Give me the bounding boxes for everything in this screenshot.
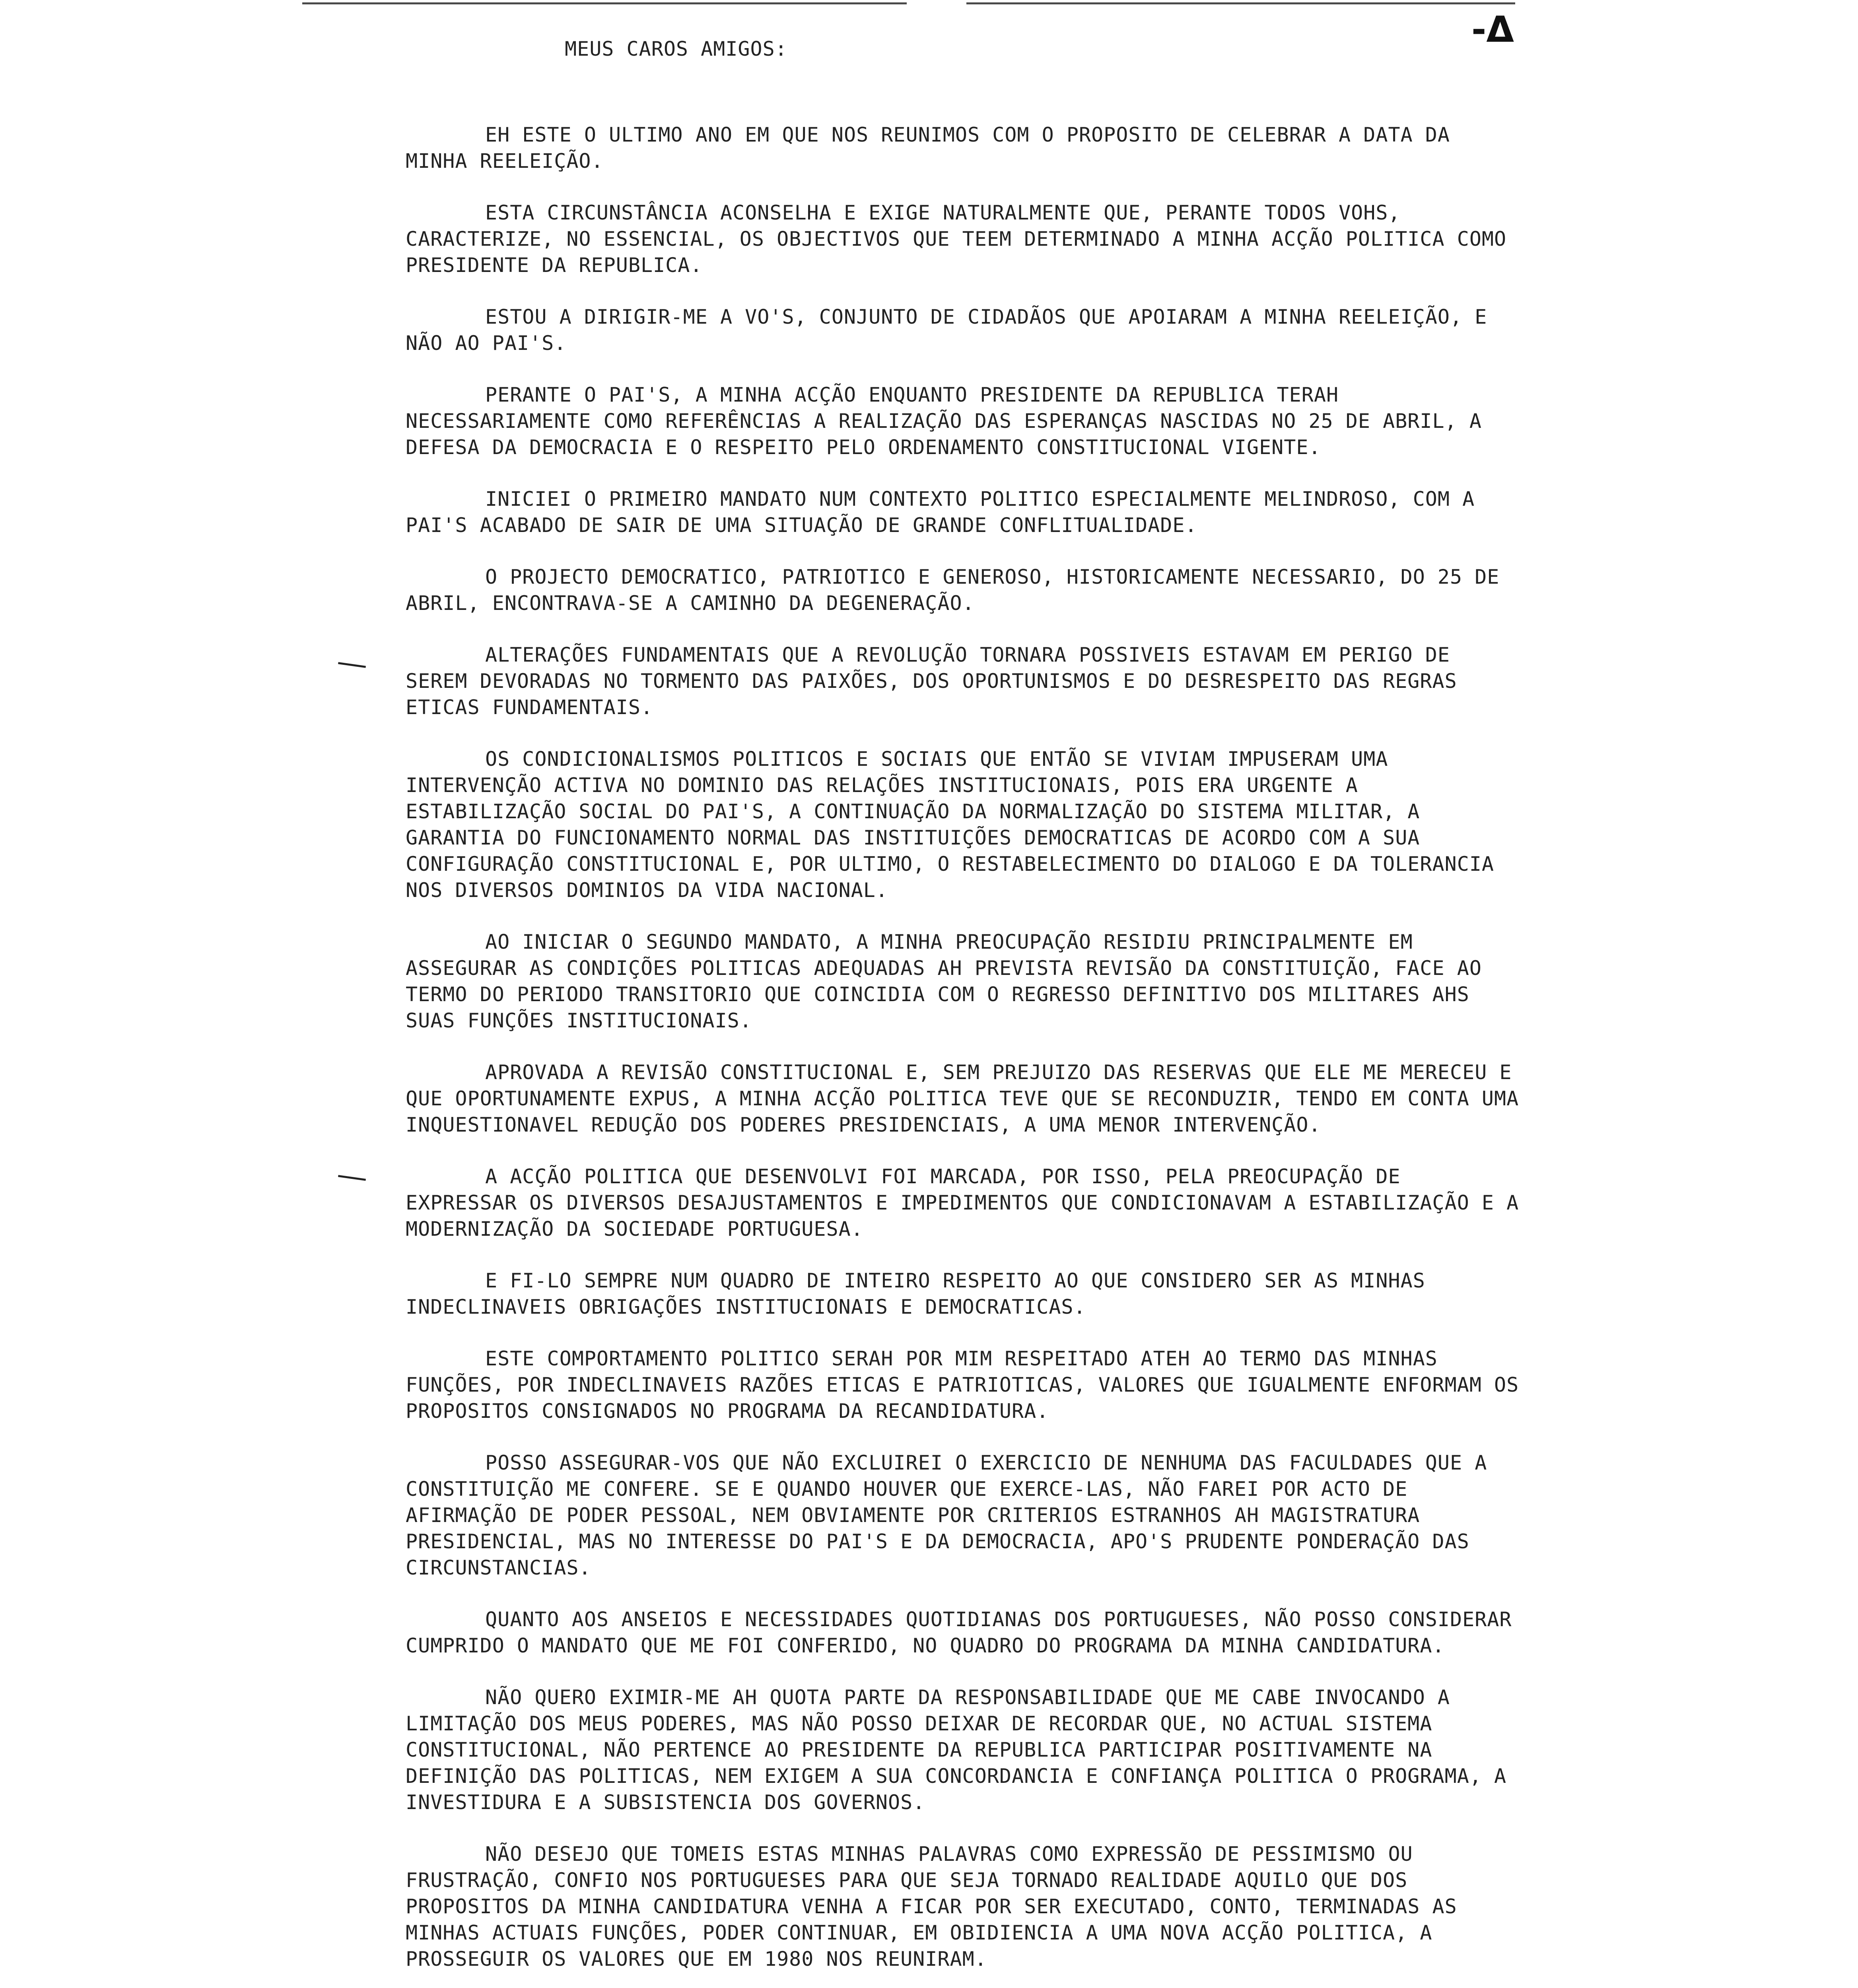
paragraph: EH ESTE O ULTIMO ANO EM QUE NOS REUNIMOS COM O PROPOSITO DE CELEBRAR A DATA DA MINHA REELEIÇÃO.	[406, 123, 1463, 173]
paragraph: PERANTE O PAI'S, A MINHA ACÇÃO ENQUANTO PRESIDENTE DA REPUBLICA TERAH NECESSARIAMENTE COMO REFERÊNCIAS A REALIZAÇÃO DAS ESPERANÇAS NASCIDAS NO 25 DE ABRIL, A DEFESA DA DEMOCRACIA E O RESPEITO PELO ORDENAMENTO CONSTITUCIONAL VIGENTE.	[406, 383, 1495, 459]
paragraph: ALTERAÇÕES FUNDAMENTAIS QUE A REVOLUÇÃO TORNARA POSSIVEIS ESTAVAM EM PERIGO DE SEREM DEVORADAS NO TORMENTO DAS PAIXÕES, DOS OPORTUNISMOS E DO DESRESPEITO DAS REGRAS ETICAS FUNDAMENTAIS.	[406, 643, 1469, 719]
paragraph: ESTA CIRCUNSTÂNCIA ACONSELHA E EXIGE NATURALMENTE QUE, PERANTE TODOS VOHS, CARACTERIZE, NO ESSENCIAL, OS OBJECTIVOS QUE TEEM DETERMINADO A MINHA ACÇÃO POLITICA COMO PRESIDENTE DA REPUBLICA.	[406, 201, 1519, 277]
paragraph: AO INICIAR O SEGUNDO MANDATO, A MINHA PREOCUPAÇÃO RESIDIU PRINCIPALMENTE EM ASSEGURAR AS CONDIÇÕES POLITICAS ADEQUADAS AH PREVISTA REVISÃO DA CONSTITUIÇÃO, FACE AO TERMO DO PERIODO TRANSITORIO QUE COINCIDIA COM O REGRESSO DEFINITIVO DOS MILITARES AHS SUAS FUNÇÕES INSTITUCIONAIS.	[406, 930, 1495, 1032]
top-rule-left	[302, 2, 907, 4]
margin-handwritten-mark	[338, 662, 366, 668]
paragraph: ESTOU A DIRIGIR-ME A VO'S, CONJUNTO DE CIDADÃOS QUE APOIARAM A MINHA REELEIÇÃO, E NÃO AO PAI'S.	[406, 305, 1500, 355]
paragraph: QUANTO AOS ANSEIOS E NECESSIDADES QUOTIDIANAS DOS PORTUGUESES, NÃO POSSO CONSIDERAR CUMPRIDO O MANDATO QUE ME FOI CONFERIDO, NO QUADRO DO PROGRAMA DA MINHA CANDIDATURA.	[406, 1608, 1524, 1657]
letter-body	[406, 36, 1531, 1988]
paragraph: ESTE COMPORTAMENTO POLITICO SERAH POR MIM RESPEITADO ATEH AO TERMO DAS MINHAS FUNÇÕES, POR INDECLINAVEIS RAZÕES ETICAS E PATRIOTICAS, VALORES QUE IGUALMENTE ENFORMAM OS PROPOSITOS CONSIGNADOS NO PROGRAMA DA RECANDIDATURA.	[406, 1347, 1531, 1423]
paragraph: E FI-LO SEMPRE NUM QUADRO DE INTEIRO RESPEITO AO QUE CONSIDERO SER AS MINHAS INDECLINAVEIS OBRIGAÇÕES INSTITUCIONAIS E DEMOCRATICAS.	[406, 1269, 1438, 1318]
paragraph: NÃO QUERO EXIMIR-ME AH QUOTA PARTE DA RESPONSABILIDADE QUE ME CABE INVOCANDO A LIMITAÇÃO DOS MEUS PODERES, MAS NÃO POSSO DEIXAR DE RECORDAR QUE, NO ACTUAL SISTEMA CONSTITUCIONAL, NÃO PERTENCE AO PRESIDENTE DA REPUBLICA PARTICIPAR POSITIVAMENTE NA DEFINIÇÃO DAS POLITICAS, NEM EXIGEM A SUA CONCORDANCIA E CONFIANÇA POLITICA O PROGRAMA, A INVESTIDURA E A SUBSISTENCIA DOS GOVERNOS.	[406, 1686, 1519, 1814]
paragraph: A ACÇÃO POLITICA QUE DESENVOLVI FOI MARCADA, POR ISSO, PELA PREOCUPAÇÃO DE EXPRESSAR OS DIVERSOS DESAJUSTAMENTOS E IMPEDIMENTOS QUE CONDICIONAVAM A ESTABILIZAÇÃO E A MODERNIZAÇÃO DA SOCIEDADE PORTUGUESA.	[406, 1165, 1531, 1241]
paragraph: NÃO DESEJO QUE TOMEIS ESTAS MINHAS PALAVRAS COMO EXPRESSÃO DE PESSIMISMO OU FRUSTRAÇÃO, CONFIO NOS PORTUGUESES PARA QUE SEJA TORNADO REALIDADE AQUILO QUE DOS PROPOSITOS DA MINHA CANDIDATURA VENHA A FICAR POR SER EXECUTADO, CONTO, TERMINADAS AS MINHAS ACTUAIS FUNÇÕES, PODER CONTINUAR, EM OBIDIENCIA A UMA NOVA ACÇÃO POLITICA, A PROSSEGUIR OS VALORES QUE EM 1980 NOS REUNIRAM.	[406, 1842, 1469, 1971]
corner-handwritten-mark: -Δ	[1471, 9, 1514, 50]
margin-handwritten-mark	[338, 1175, 366, 1181]
salutation: MEUS CAROS AMIGOS:	[565, 37, 787, 60]
paragraph: O PROJECTO DEMOCRATICO, PATRIOTICO E GENEROSO, HISTORICAMENTE NECESSARIO, DO 25 DE ABRIL, ENCONTRAVA-SE A CAMINHO DA DEGENERAÇÃO.	[406, 565, 1512, 615]
paragraph: POSSO ASSEGURAR-VOS QUE NÃO EXCLUIREI O EXERCICIO DE NENHUMA DAS FACULDADES QUE A CONSTITUIÇÃO ME CONFERE. SE E QUANDO HOUVER QUE EXERCE-LAS, NÃO FAREI POR ACTO DE AFIRMAÇÃO DE PODER PESSOAL, NEM OBVIAMENTE POR CRITERIOS ESTRANHOS AH MAGISTRATURA PRESIDENCIAL, MAS NO INTERESSE DO PAI'S E DA DEMOCRACIA, APO'S PRUDENTE PONDERAÇÃO DAS CIRCUNSTANCIAS.	[406, 1451, 1500, 1579]
paragraph: INICIEI O PRIMEIRO MANDATO NUM CONTEXTO POLITICO ESPECIALMENTE MELINDROSO, COM A PAI'S ACABADO DE SAIR DE UMA SITUAÇÃO DE GRANDE CONFLITUALIDADE.	[406, 487, 1487, 537]
paragraph: APROVADA A REVISÃO CONSTITUCIONAL E, SEM PREJUIZO DAS RESERVAS QUE ELE ME MERECEU E QUE OPORTUNAMENTE EXPUS, A MINHA ACÇÃO POLITICA TEVE QUE SE RECONDUZIR, TENDO EM CONTA UMA INQUESTIONAVEL REDUÇÃO DOS PODERES PRESIDENCIAIS, A UMA MENOR INTERVENÇÃO.	[406, 1061, 1531, 1136]
top-rule-right	[966, 2, 1515, 4]
paragraph: OS CONDICIONALISMOS POLITICOS E SOCIAIS QUE ENTÃO SE VIVIAM IMPUSERAM UMA INTERVENÇÃO ACTIVA NO DOMINIO DAS RELAÇÕES INSTITUCIONAIS, POIS ERA URGENTE A ESTABILIZAÇÃO SOCIAL DO PAI'S, A CONTINUAÇÃO DA NORMALIZAÇÃO DO SISTEMA MILITAR, A GARANTIA DO FUNCIONAMENTO NORMAL DAS INSTITUIÇÕES DEMOCRATICAS DE ACORDO COM A SUA CONFIGURAÇÃO CONSTITUCIONAL E, POR ULTIMO, O RESTABELECIMENTO DO DIALOGO E DA TOLERANCIA NOS DIVERSOS DOMINIOS DA VIDA NACIONAL.	[406, 747, 1507, 902]
